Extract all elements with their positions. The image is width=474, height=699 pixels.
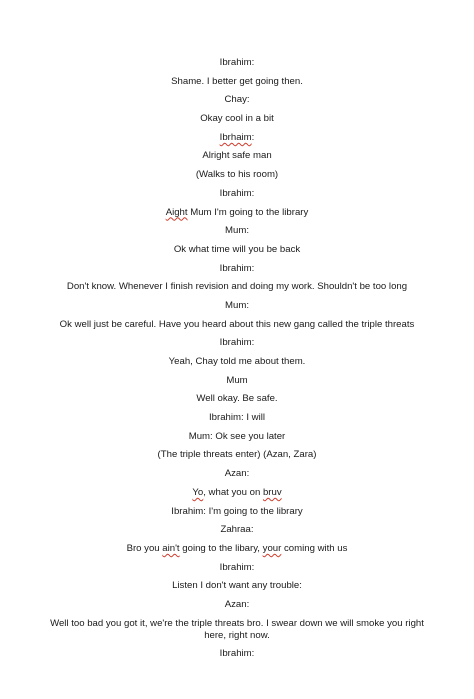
spelling-flag[interactable]: bruv bbox=[262, 486, 282, 498]
spelling-flag[interactable]: Aight bbox=[165, 206, 188, 218]
script-line: Well okay. Be safe. bbox=[196, 393, 278, 405]
script-line: Yeah, Chay told me about them. bbox=[168, 356, 306, 367]
script-line: Mum bbox=[226, 374, 248, 386]
script-line: Ibrahim: bbox=[219, 262, 255, 274]
script-text bbox=[50, 57, 424, 667]
script-line: Shame. I better get going then. bbox=[171, 75, 303, 87]
script-line: Zahraa: bbox=[220, 524, 254, 536]
script-line: Don't know. Whenever I finish revision and doing my work. Shouldn't be too long bbox=[66, 281, 408, 293]
script-line: Alright safe man bbox=[202, 150, 272, 162]
script-line: Mum: bbox=[225, 299, 249, 311]
script-line: (Walks to his room) bbox=[195, 169, 279, 181]
script-line: Ibrahim: bbox=[219, 57, 255, 68]
script-line: Yo, what you on bruv bbox=[192, 486, 282, 498]
script-line: Ibrahim: bbox=[219, 648, 255, 660]
spelling-flag[interactable]: your bbox=[262, 542, 282, 554]
spelling-flag[interactable]: Ibrhaim bbox=[219, 131, 252, 143]
script-line: Okay cool in a bit bbox=[200, 113, 274, 125]
script-line: Chay: bbox=[224, 94, 250, 106]
script-line: Bro you ain't going to the libary, your coming with us bbox=[126, 542, 348, 554]
script-line: Ibrahim: bbox=[219, 561, 255, 573]
script-line: Ibrahim: bbox=[219, 187, 255, 199]
script-line: Ibrhaim: bbox=[219, 131, 255, 143]
script-line: Ok well just be careful. Have you heard about this new gang called the triple threats bbox=[59, 318, 415, 330]
script-line: Mum: bbox=[225, 225, 249, 237]
spelling-flag[interactable]: Yo bbox=[192, 486, 204, 498]
script-line: Aight Mum I'm going to the library bbox=[165, 206, 309, 218]
script-line: Mum: Ok see you later bbox=[188, 430, 286, 442]
script-line: Ibrahim: I'm going to the library bbox=[171, 505, 303, 517]
script-line: Azan: bbox=[224, 468, 250, 480]
spelling-flag[interactable]: ain't bbox=[162, 542, 180, 554]
script-line: Ibrahim: bbox=[219, 337, 255, 349]
script-line: Well too bad you got it, we're the triple threats bro. I swear down we will smoke you right here, right now. bbox=[50, 617, 424, 641]
script-line: Ibrahim: I will bbox=[209, 412, 265, 424]
script-line: (The triple threats enter) (Azan, Zara) bbox=[157, 449, 317, 461]
script-line: Ok what time will you be back bbox=[173, 243, 301, 255]
script-line: Listen I don't want any trouble: bbox=[172, 580, 302, 592]
script-line: Azan: bbox=[224, 598, 250, 610]
